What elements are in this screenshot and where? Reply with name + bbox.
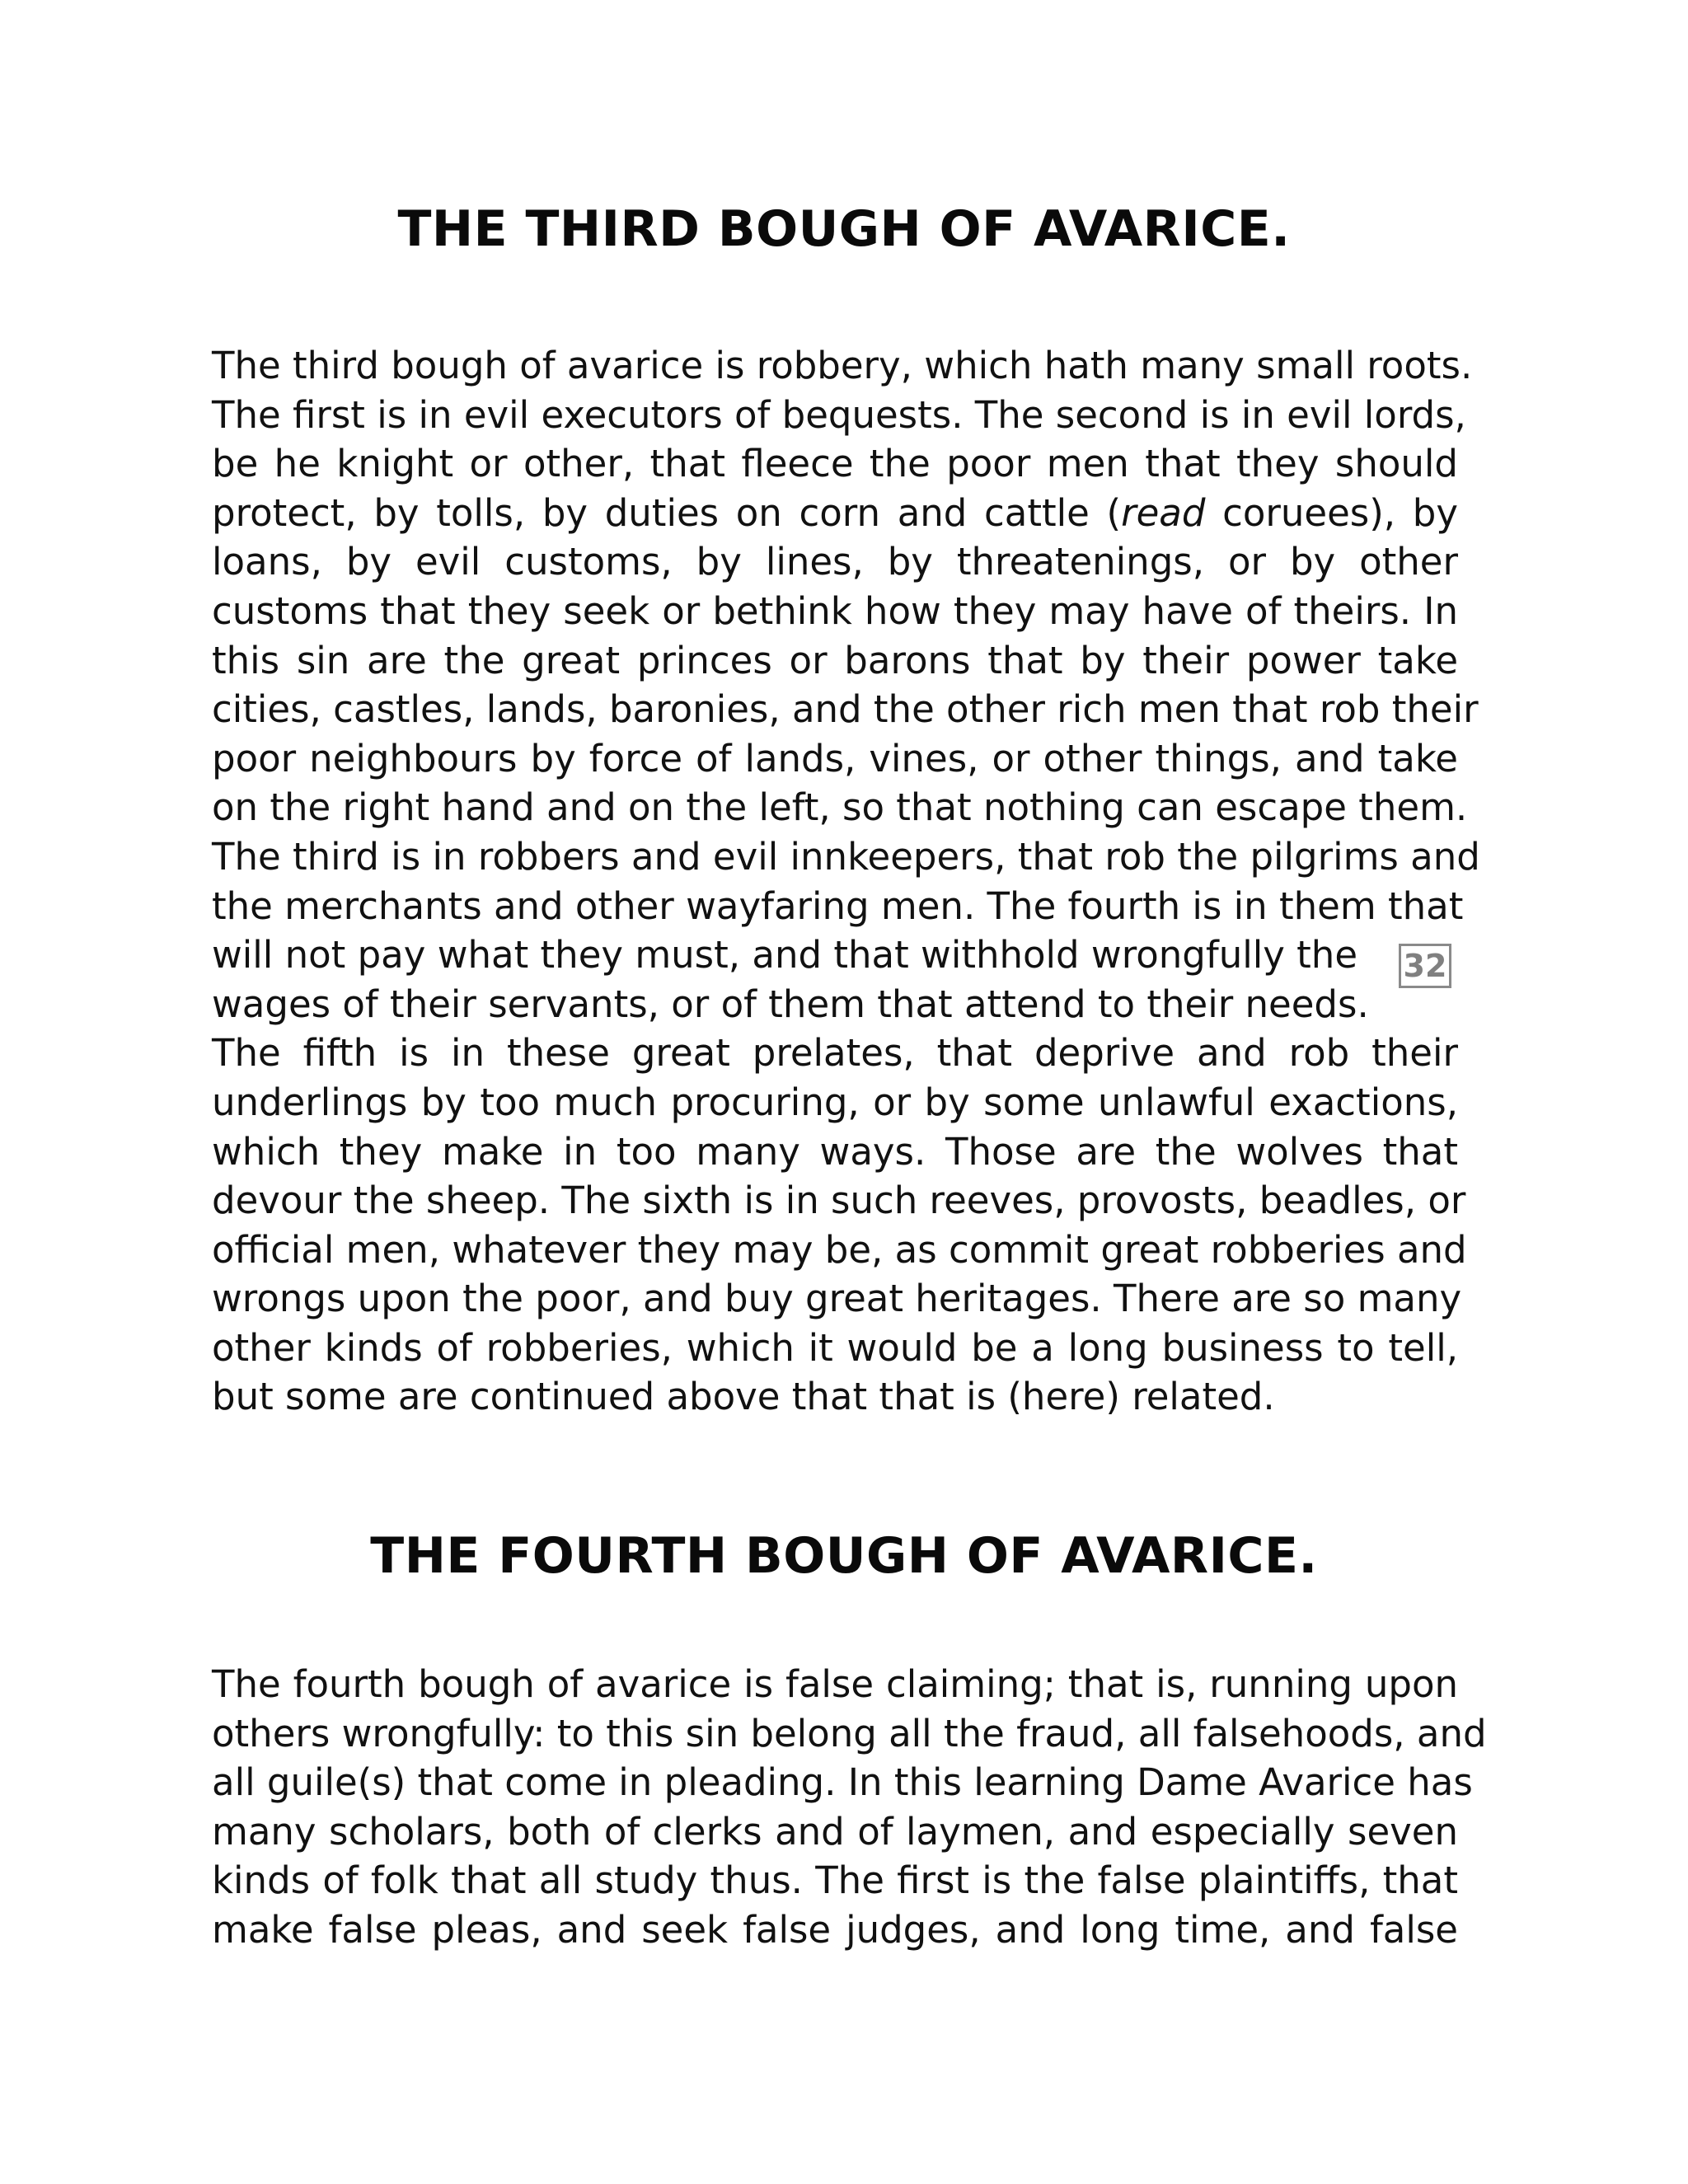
text-line: The third bough of avarice is robbery, which hath many small roots. [212,344,1473,387]
page-number-marker: 32 [1399,944,1451,988]
text-line: poor neighbours by force of lands, vines, or other things, and take [212,736,1458,780]
text-run: coruees), by [1205,490,1458,535]
text-line: others wrongfully: to this sin belong all the fraud, all falsehoods, and [212,1711,1487,1755]
section-heading-third-bough: THE THIRD BOUGH OF AVARICE. [397,200,1291,258]
text-line: kinds of folk that all study thus. The first is the false plaintiffs, that [212,1858,1458,1903]
text-line: make false pleas, and seek false judges, and long time, and false [212,1907,1458,1952]
text-line: The third is in robbers and evil innkeepers, that rob the pilgrims and [212,834,1480,879]
text-line: loans, by evil customs, by lines, by threatenings, or by other [212,540,1458,584]
text-line: all guile(s) that come in pleading. In this learning Dame Avarice has [212,1760,1473,1805]
text-line: The fourth bough of avarice is false claiming; that is, running upon [212,1662,1458,1706]
text-line: which they make in too many ways. Those are the wolves that [212,1129,1458,1174]
text-line: devour the sheep. The sixth is in such reeves, provosts, beadles, or [212,1179,1466,1223]
text-line: official men, whatever they may be, as commit great robberies and [212,1227,1467,1272]
text-line-with-italic [212,489,1458,538]
text-line: on the right hand and on the left, so that nothing can escape them. [212,785,1468,830]
section-heading-fourth-bough: THE FOURTH BOUGH OF AVARICE. [370,1527,1318,1585]
text-line: the merchants and other wayfaring men. The fourth is in them that [212,883,1464,928]
text-line: underlings by too much procuring, or by some unlawful exactions, [212,1080,1458,1124]
text-line: wrongs upon the poor, and buy great heritages. There are so many [212,1277,1462,1321]
text-line: this sin are the great princes or barons that by their power take [212,638,1458,682]
text-line: many scholars, both of clerks and of laymen, and especially seven [212,1809,1458,1854]
text-line: will not pay what they must, and that withhold wrongfully the [212,933,1358,977]
text-line: but some are continued above that that is (here) related. [212,1375,1275,1419]
text-line: The first is in evil executors of bequests. The second is in evil lords, [212,392,1466,437]
text-line: be he knight or other, that fleece the poor men that they should [212,442,1458,486]
text-run: protect, by tolls, by duties on corn and cattle ( [212,490,1122,535]
text-line: customs that they seek or bethink how they may have of theirs. In [212,588,1458,633]
paragraph-fourth-bough [212,1660,1487,1955]
text-line: cities, castles, lands, baronies, and the other rich men that rob their [212,687,1479,732]
paragraph-third-bough [212,341,1480,1422]
text-line: other kinds of robberies, which it would be a long business to tell, [212,1325,1458,1370]
italic-word: read [1121,490,1206,535]
text-line: The fifth is in these great prelates, that deprive and rob their [212,1031,1458,1076]
text-line: wages of their servants, or of them that attend to their needs. [212,982,1369,1026]
